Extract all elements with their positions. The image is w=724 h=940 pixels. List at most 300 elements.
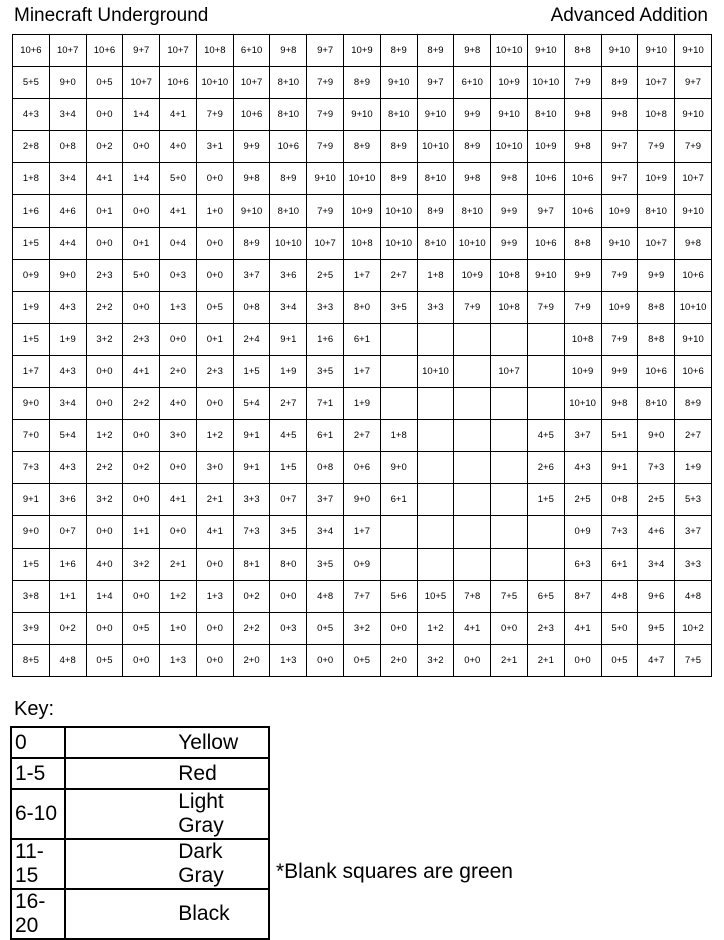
grid-cell: 2+2	[123, 388, 160, 420]
grid-cell: 1+0	[160, 612, 197, 644]
grid-cell: 1+2	[86, 420, 123, 452]
grid-cell: 1+2	[160, 580, 197, 612]
grid-cell: 3+9	[13, 612, 50, 644]
grid-row	[13, 612, 712, 644]
grid-cell	[417, 420, 454, 452]
grid-cell: 7+3	[233, 516, 270, 548]
grid-cell: 8+10	[417, 163, 454, 195]
grid-cell: 5+0	[160, 163, 197, 195]
grid-cell: 9+7	[601, 131, 638, 163]
grid-cell: 7+9	[564, 67, 601, 99]
grid-cell: 0+0	[491, 612, 528, 644]
grid-cell: 10+7	[123, 67, 160, 99]
grid-cell: 9+10	[601, 227, 638, 259]
grid-cell: 0+8	[601, 484, 638, 516]
grid-cell: 9+9	[233, 131, 270, 163]
grid-cell: 0+0	[123, 131, 160, 163]
grid-cell: 10+7	[638, 227, 675, 259]
grid-cell: 4+8	[49, 644, 86, 676]
grid-cell	[527, 355, 564, 387]
grid-cell: 1+6	[307, 323, 344, 355]
grid-cell: 9+7	[601, 163, 638, 195]
grid-cell: 10+10	[564, 388, 601, 420]
grid-cell: 4+1	[196, 516, 233, 548]
grid-cell: 9+0	[13, 516, 50, 548]
grid-cell: 0+0	[123, 644, 160, 676]
grid-cell: 7+9	[196, 99, 233, 131]
grid-cell: 8+10	[454, 195, 491, 227]
grid-cell	[454, 516, 491, 548]
grid-cell	[454, 548, 491, 580]
grid-cell: 10+10	[380, 227, 417, 259]
grid-cell: 2+4	[233, 323, 270, 355]
grid-cell: 10+9	[527, 131, 564, 163]
grid-cell: 4+3	[49, 355, 86, 387]
grid-cell: 0+0	[196, 227, 233, 259]
grid-cell: 8+8	[564, 35, 601, 67]
grid-cell: 8+7	[564, 580, 601, 612]
grid-cell: 1+7	[344, 516, 381, 548]
grid-cell: 8+8	[638, 291, 675, 323]
grid-cell: 3+6	[270, 259, 307, 291]
grid-cell	[454, 420, 491, 452]
grid-cell: 8+9	[454, 131, 491, 163]
grid-cell: 9+8	[270, 35, 307, 67]
grid-cell: 4+5	[270, 420, 307, 452]
grid-cell: 0+8	[49, 131, 86, 163]
grid-cell: 9+1	[13, 484, 50, 516]
grid-cell: 3+3	[675, 548, 712, 580]
grid-cell: 3+5	[380, 291, 417, 323]
grid-cell: 10+6	[564, 163, 601, 195]
grid-cell: 4+8	[675, 580, 712, 612]
grid-cell	[380, 548, 417, 580]
grid-cell: 7+9	[601, 323, 638, 355]
grid-cell	[527, 323, 564, 355]
grid-cell: 2+2	[86, 291, 123, 323]
grid-row	[13, 355, 712, 387]
grid-cell: 6+10	[233, 35, 270, 67]
grid-cell: 9+10	[675, 195, 712, 227]
grid-cell: 0+3	[270, 612, 307, 644]
grid-cell: 0+0	[380, 612, 417, 644]
grid-cell: 0+5	[123, 612, 160, 644]
grid-cell: 7+9	[527, 291, 564, 323]
grid-cell: 1+5	[233, 355, 270, 387]
grid-cell	[491, 323, 528, 355]
grid-cell: 0+0	[564, 644, 601, 676]
grid-row	[13, 35, 712, 67]
grid-cell: 10+6	[86, 35, 123, 67]
grid-cell: 4+1	[160, 99, 197, 131]
grid-cell: 3+4	[49, 388, 86, 420]
grid-cell: 3+8	[13, 580, 50, 612]
grid-cell: 8+5	[13, 644, 50, 676]
grid-cell	[527, 516, 564, 548]
key-range: 11-15	[11, 839, 65, 889]
grid-cell: 4+1	[454, 612, 491, 644]
grid-cell: 10+7	[160, 35, 197, 67]
grid-cell: 9+10	[417, 99, 454, 131]
grid-cell: 10+7	[491, 355, 528, 387]
grid-cell: 10+8	[196, 35, 233, 67]
grid-cell: 10+10	[196, 67, 233, 99]
grid-cell: 10+7	[49, 35, 86, 67]
grid-cell	[417, 388, 454, 420]
grid-cell: 8+9	[380, 35, 417, 67]
grid-cell	[491, 516, 528, 548]
grid-cell: 0+2	[86, 131, 123, 163]
grid-cell: 0+0	[86, 99, 123, 131]
grid-cell: 4+5	[527, 420, 564, 452]
grid-cell: 0+0	[454, 644, 491, 676]
grid-cell: 0+8	[233, 291, 270, 323]
grid-cell: 10+9	[344, 195, 381, 227]
grid-cell: 7+9	[307, 195, 344, 227]
grid-cell	[454, 355, 491, 387]
grid-cell: 0+5	[86, 644, 123, 676]
grid-cell: 0+2	[123, 452, 160, 484]
grid-row	[13, 131, 712, 163]
grid-row	[13, 580, 712, 612]
grid-cell: 1+1	[49, 580, 86, 612]
grid-cell: 0+9	[344, 548, 381, 580]
grid-cell: 0+0	[86, 355, 123, 387]
grid-cell: 9+8	[564, 131, 601, 163]
grid-cell: 1+8	[417, 259, 454, 291]
grid-cell: 10+8	[638, 99, 675, 131]
grid-cell: 1+3	[270, 644, 307, 676]
grid-cell: 8+1	[233, 548, 270, 580]
grid-cell: 7+1	[307, 388, 344, 420]
grid-cell: 5+0	[601, 612, 638, 644]
grid-row	[13, 227, 712, 259]
grid-cell: 10+7	[675, 163, 712, 195]
grid-cell: 9+7	[675, 67, 712, 99]
grid-cell: 7+9	[564, 291, 601, 323]
grid-cell: 0+0	[196, 548, 233, 580]
grid-cell: 8+9	[675, 388, 712, 420]
grid-cell: 9+6	[638, 580, 675, 612]
key-row	[11, 839, 269, 889]
key-color: Light Gray	[65, 789, 269, 839]
grid-cell: 9+9	[491, 227, 528, 259]
grid-cell: 9+8	[454, 35, 491, 67]
grid-cell: 7+9	[307, 99, 344, 131]
blank-squares-note: *Blank squares are green	[276, 860, 513, 883]
grid-cell: 10+7	[307, 227, 344, 259]
grid-cell: 10+10	[417, 131, 454, 163]
key-row	[11, 889, 269, 939]
grid-cell: 3+5	[307, 548, 344, 580]
grid-cell: 9+0	[13, 388, 50, 420]
grid-cell: 1+9	[270, 355, 307, 387]
grid-cell: 10+9	[564, 355, 601, 387]
grid-row	[13, 420, 712, 452]
grid-cell: 8+0	[344, 291, 381, 323]
grid-cell: 5+0	[123, 259, 160, 291]
grid-cell: 4+0	[160, 131, 197, 163]
grid-cell: 0+0	[123, 580, 160, 612]
grid-cell	[491, 420, 528, 452]
key-title: Key:	[14, 698, 55, 720]
grid-cell: 1+9	[13, 291, 50, 323]
grid-cell: 9+10	[601, 35, 638, 67]
grid-cell: 9+10	[380, 67, 417, 99]
grid-cell: 1+5	[527, 484, 564, 516]
grid-cell: 0+0	[270, 580, 307, 612]
grid-cell: 9+8	[675, 227, 712, 259]
grid-cell	[491, 548, 528, 580]
grid-cell	[417, 548, 454, 580]
grid-cell: 10+10	[454, 227, 491, 259]
grid-cell: 4+3	[49, 291, 86, 323]
grid-row	[13, 323, 712, 355]
grid-cell: 1+0	[196, 195, 233, 227]
grid-cell	[417, 323, 454, 355]
grid-row	[13, 516, 712, 548]
grid-cell: 10+6	[675, 355, 712, 387]
grid-cell: 8+9	[417, 195, 454, 227]
grid-cell: 1+7	[344, 259, 381, 291]
grid-row	[13, 163, 712, 195]
grid-cell: 6+10	[454, 67, 491, 99]
grid-cell	[380, 355, 417, 387]
grid-cell: 1+8	[13, 163, 50, 195]
grid-cell: 2+0	[233, 644, 270, 676]
grid-cell: 9+7	[307, 35, 344, 67]
grid-cell: 9+1	[233, 452, 270, 484]
grid-cell: 3+4	[307, 516, 344, 548]
grid-cell: 1+2	[196, 420, 233, 452]
grid-cell: 1+6	[49, 548, 86, 580]
grid-cell: 3+7	[307, 484, 344, 516]
grid-cell: 8+9	[344, 67, 381, 99]
grid-cell: 4+3	[49, 452, 86, 484]
grid-cell	[417, 484, 454, 516]
grid-cell: 4+1	[123, 355, 160, 387]
grid-cell: 2+0	[380, 644, 417, 676]
grid-cell: 0+0	[160, 323, 197, 355]
grid-cell: 9+9	[601, 355, 638, 387]
grid-cell: 0+0	[196, 259, 233, 291]
key-range: 6-10	[11, 789, 65, 839]
grid-cell: 5+4	[233, 388, 270, 420]
grid-cell	[527, 388, 564, 420]
grid-cell: 0+0	[123, 484, 160, 516]
grid-cell	[454, 484, 491, 516]
grid-cell: 3+5	[307, 355, 344, 387]
grid-cell: 1+5	[270, 452, 307, 484]
grid-cell: 9+9	[564, 259, 601, 291]
grid-cell: 9+10	[675, 99, 712, 131]
grid-cell: 0+0	[123, 291, 160, 323]
grid-cell: 10+9	[601, 195, 638, 227]
grid-cell: 7+9	[638, 131, 675, 163]
grid-cell: 7+3	[601, 516, 638, 548]
grid-cell: 0+8	[307, 452, 344, 484]
grid-cell: 3+5	[270, 516, 307, 548]
grid-cell: 4+1	[564, 612, 601, 644]
grid-cell: 8+9	[601, 67, 638, 99]
grid-cell: 6+1	[380, 484, 417, 516]
grid-cell: 1+5	[13, 548, 50, 580]
grid-cell: 1+7	[344, 355, 381, 387]
grid-cell: 2+2	[86, 452, 123, 484]
grid-cell: 9+10	[675, 35, 712, 67]
grid-cell: 2+2	[233, 612, 270, 644]
grid-cell: 5+6	[380, 580, 417, 612]
grid-cell: 10+6	[527, 227, 564, 259]
grid-cell: 2+3	[123, 323, 160, 355]
grid-cell: 9+7	[123, 35, 160, 67]
grid-cell: 10+2	[675, 612, 712, 644]
grid-cell	[454, 388, 491, 420]
grid-cell: 1+7	[13, 355, 50, 387]
addition-grid	[12, 34, 712, 677]
grid-cell: 9+1	[233, 420, 270, 452]
grid-cell: 2+8	[13, 131, 50, 163]
grid-cell: 7+9	[454, 291, 491, 323]
key-row	[11, 789, 269, 839]
grid-row	[13, 195, 712, 227]
grid-cell: 9+10	[344, 99, 381, 131]
grid-cell: 2+1	[160, 548, 197, 580]
grid-cell: 1+4	[86, 580, 123, 612]
grid-row	[13, 452, 712, 484]
key-color: Red	[65, 758, 269, 789]
color-key-table	[10, 726, 270, 940]
grid-cell	[380, 388, 417, 420]
grid-cell: 0+0	[196, 644, 233, 676]
grid-cell: 10+6	[160, 67, 197, 99]
grid-cell: 6+1	[601, 548, 638, 580]
grid-cell: 9+5	[638, 612, 675, 644]
grid-cell: 3+3	[307, 291, 344, 323]
grid-cell: 3+2	[86, 323, 123, 355]
grid-cell: 2+1	[527, 644, 564, 676]
grid-cell: 6+1	[307, 420, 344, 452]
grid-cell: 10+5	[417, 580, 454, 612]
grid-cell: 9+8	[601, 388, 638, 420]
grid-cell: 5+5	[13, 67, 50, 99]
grid-cell: 7+8	[454, 580, 491, 612]
grid-cell: 3+7	[675, 516, 712, 548]
grid-cell: 8+8	[638, 323, 675, 355]
grid-cell: 7+3	[638, 452, 675, 484]
grid-cell: 9+0	[380, 452, 417, 484]
grid-cell: 7+0	[13, 420, 50, 452]
grid-cell: 4+3	[564, 452, 601, 484]
grid-cell: 2+5	[564, 484, 601, 516]
grid-cell: 8+9	[380, 131, 417, 163]
grid-cell: 0+9	[564, 516, 601, 548]
grid-row	[13, 644, 712, 676]
grid-cell	[454, 452, 491, 484]
grid-cell: 1+9	[675, 452, 712, 484]
grid-cell: 9+9	[491, 195, 528, 227]
grid-cell: 4+3	[13, 99, 50, 131]
grid-cell: 8+10	[638, 195, 675, 227]
grid-cell: 0+7	[49, 516, 86, 548]
grid-cell: 2+7	[675, 420, 712, 452]
grid-cell: 2+3	[196, 355, 233, 387]
grid-cell: 2+3	[86, 259, 123, 291]
grid-cell: 6+3	[564, 548, 601, 580]
grid-cell: 1+9	[344, 388, 381, 420]
grid-cell: 8+10	[270, 195, 307, 227]
grid-cell: 9+8	[564, 99, 601, 131]
grid-cell: 2+7	[270, 388, 307, 420]
grid-cell: 9+1	[601, 452, 638, 484]
grid-cell: 7+7	[344, 580, 381, 612]
grid-cell: 2+6	[527, 452, 564, 484]
grid-cell: 10+6	[675, 259, 712, 291]
grid-cell: 1+9	[49, 323, 86, 355]
grid-row	[13, 99, 712, 131]
grid-cell	[417, 452, 454, 484]
grid-cell: 3+3	[417, 291, 454, 323]
grid-cell: 8+0	[270, 548, 307, 580]
grid-cell: 1+1	[123, 516, 160, 548]
grid-cell	[527, 548, 564, 580]
grid-cell: 1+3	[160, 644, 197, 676]
grid-cell: 10+8	[344, 227, 381, 259]
grid-cell: 9+0	[638, 420, 675, 452]
grid-cell: 2+1	[196, 484, 233, 516]
grid-cell: 9+0	[49, 259, 86, 291]
grid-cell: 9+7	[417, 67, 454, 99]
grid-cell: 0+5	[601, 644, 638, 676]
worksheet-title: Minecraft Underground	[14, 5, 209, 26]
grid-row	[13, 388, 712, 420]
grid-cell: 1+4	[123, 163, 160, 195]
grid-cell	[454, 323, 491, 355]
key-color: Yellow	[65, 727, 269, 758]
grid-cell: 9+10	[527, 259, 564, 291]
grid-cell: 0+0	[196, 163, 233, 195]
grid-cell: 3+0	[196, 452, 233, 484]
grid-cell: 9+1	[270, 323, 307, 355]
grid-cell: 0+0	[86, 388, 123, 420]
grid-cell: 2+3	[527, 612, 564, 644]
grid-cell: 2+0	[160, 355, 197, 387]
grid-cell: 7+9	[307, 131, 344, 163]
grid-cell: 1+3	[160, 291, 197, 323]
grid-cell: 9+0	[49, 67, 86, 99]
grid-cell: 0+0	[86, 612, 123, 644]
grid-cell: 0+1	[86, 195, 123, 227]
grid-cell: 4+7	[638, 644, 675, 676]
grid-cell: 1+3	[196, 580, 233, 612]
grid-row	[13, 548, 712, 580]
key-row	[11, 727, 269, 758]
grid-cell: 9+0	[344, 484, 381, 516]
grid-cell: 7+9	[601, 259, 638, 291]
grid-cell: 8+9	[233, 227, 270, 259]
grid-cell: 10+7	[638, 67, 675, 99]
grid-cell: 9+10	[675, 323, 712, 355]
grid-cell: 9+8	[233, 163, 270, 195]
grid-cell: 9+10	[233, 195, 270, 227]
grid-cell: 9+8	[601, 99, 638, 131]
grid-cell: 9+10	[491, 99, 528, 131]
grid-cell: 0+1	[196, 323, 233, 355]
grid-cell: 10+10	[491, 35, 528, 67]
grid-cell: 9+8	[454, 163, 491, 195]
grid-cell: 1+5	[13, 323, 50, 355]
grid-cell: 8+9	[417, 35, 454, 67]
